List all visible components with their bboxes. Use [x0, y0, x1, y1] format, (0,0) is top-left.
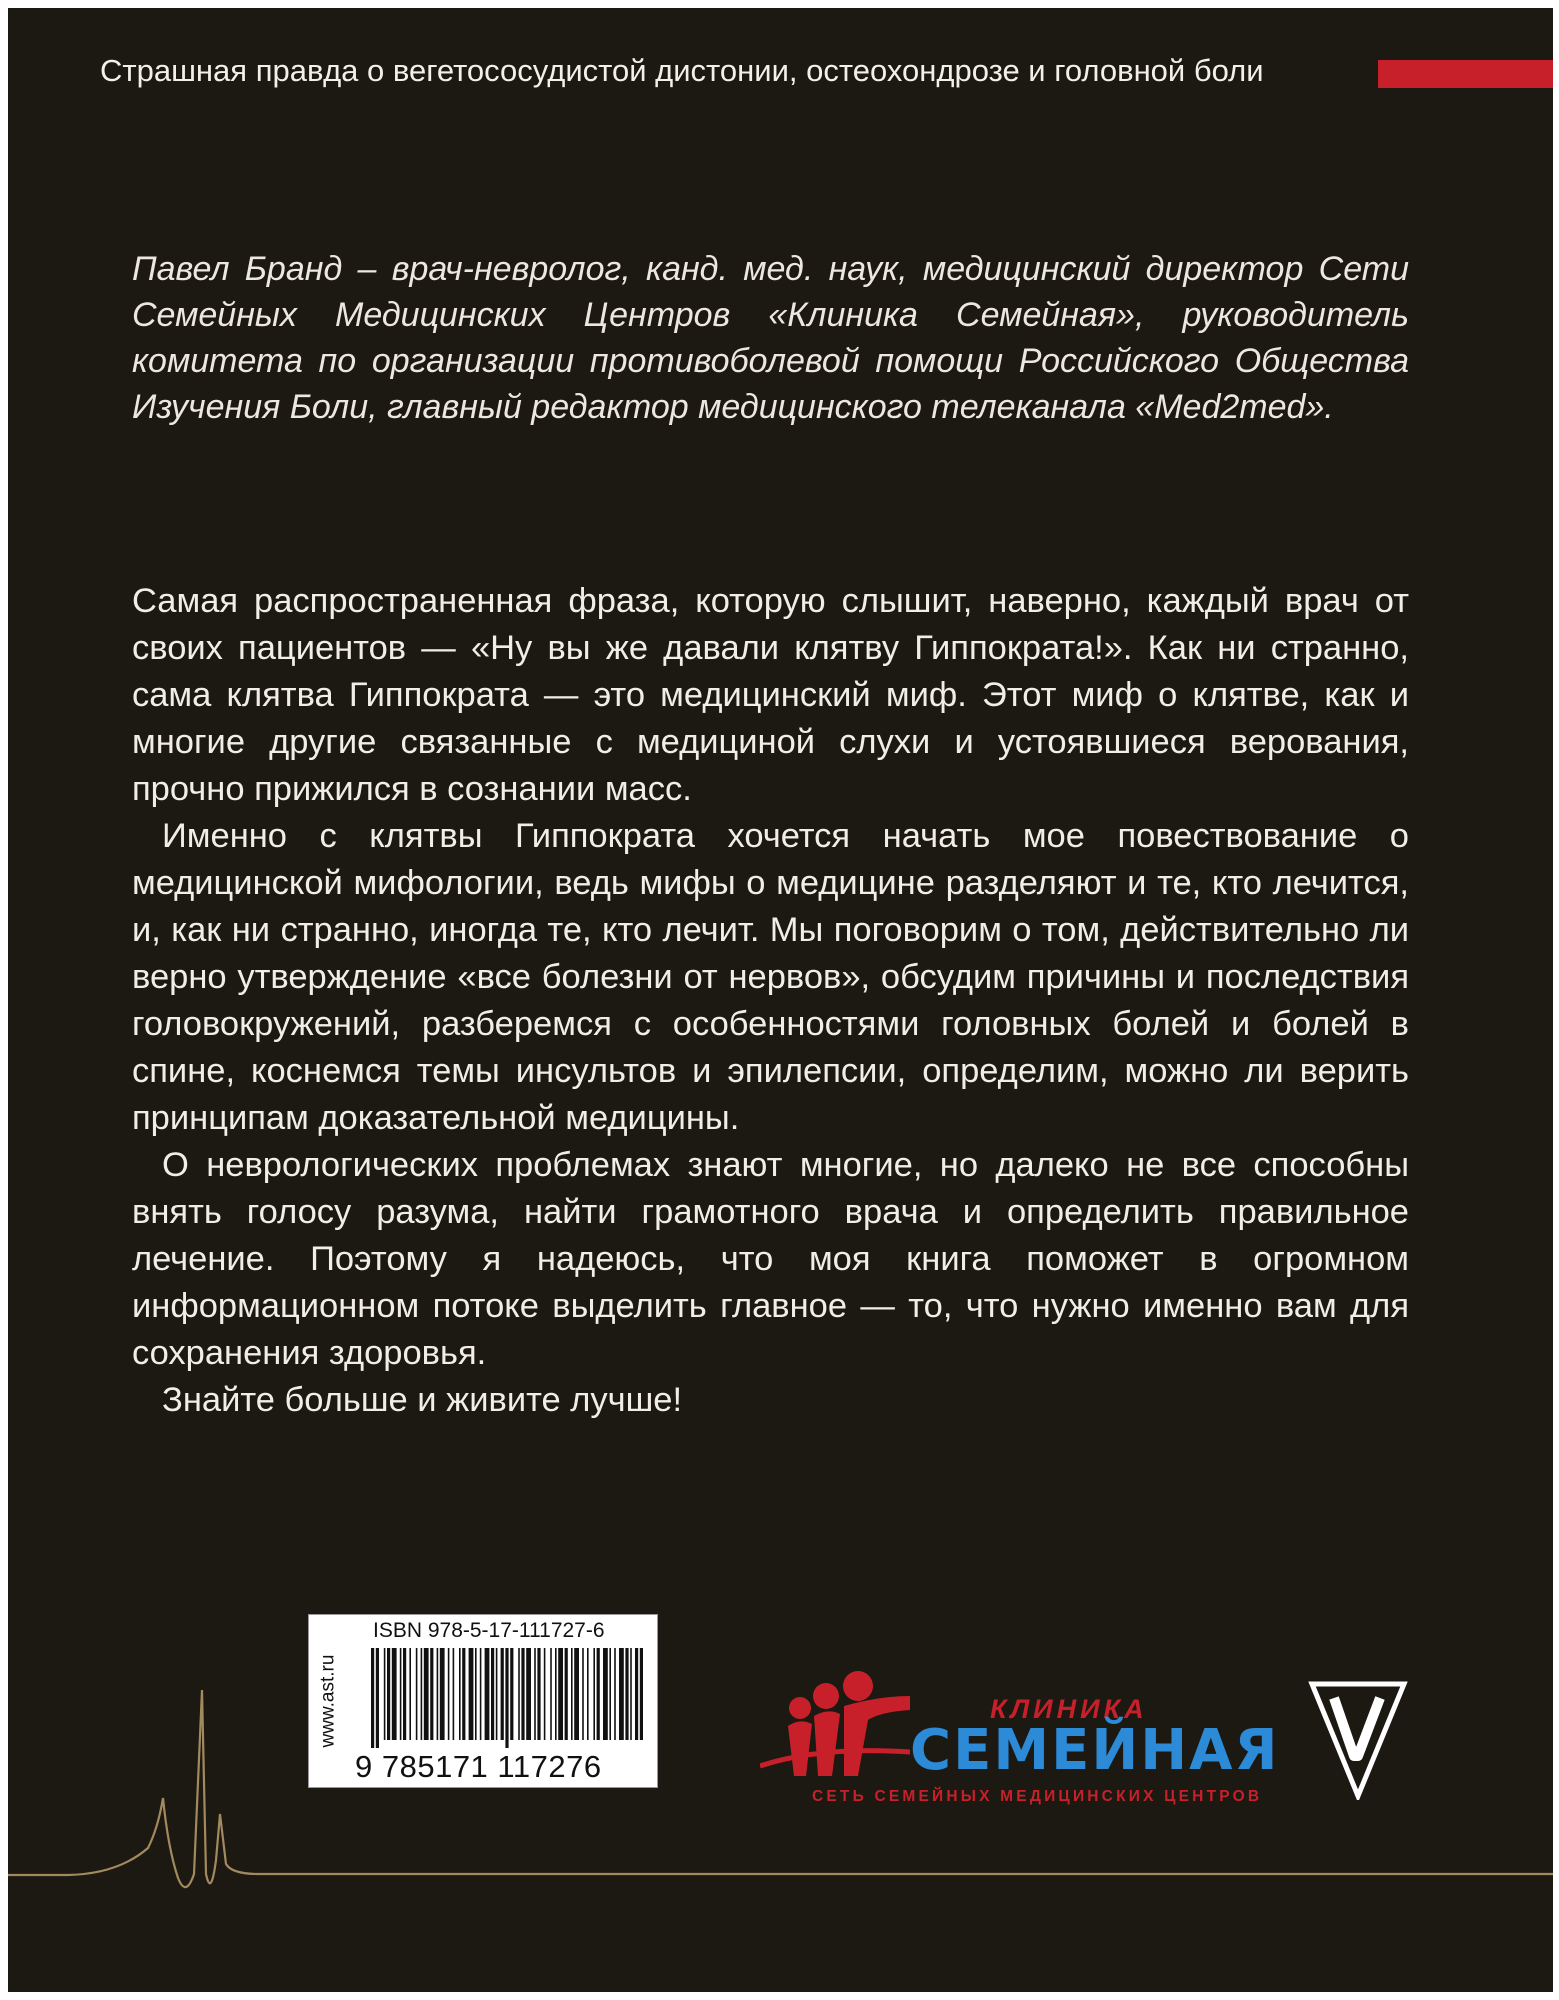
barcode — [369, 1648, 644, 1748]
annotation-paragraph-3: О неврологических проблемах знают многие, но далеко не все способны внять голосу разума, найти грамотного врача и определить правильное лечение. Поэтому я надеюсь, что моя книга поможет в огромном информационном потоке выделить главное — то, что нужно именно вам для сохранения здоровья. — [132, 1146, 1409, 1372]
publisher-website: www.ast.ru — [317, 1654, 339, 1748]
clinic-logo — [760, 1666, 1280, 1806]
family-figures-icon — [760, 1666, 910, 1796]
logo-line-clinic: КЛИНИКА — [990, 1694, 1148, 1724]
barcode-digits: 9 785171 117276 — [355, 1749, 602, 1784]
annotation-paragraph-2: Именно с клятвы Гиппократа хочется начать мое повествование о медицинской мифологии, ведь мифы о медицине разделяют и те, кто лечится, и, как ни странно, иногда те, кто лечит. Мы поговорим о том, действительно ли верно утверждение «все болезни от нервов», обсудим причины и последствия головокружений, разберемся с особенностями головных болей и болей в спине, коснемся темы инсультов и эпилепсии, определим, можно ли верить принципам доказательной медицины. — [132, 817, 1409, 1137]
annotation-paragraph-1: Самая распространенная фраза, которую слышит, наверно, каждый врач от своих пациентов — «Ну вы же давали клятву Гиппократа!». Как ни странно, сама клятва Гиппократа — это медицинский миф. Этот миф о клятве, как и многие другие связанные с медициной слухи и устоявшиеся верования, прочно прижился в сознании масс. — [132, 582, 1409, 808]
annotation-paragraph-4: Знайте больше и живите лучше! — [162, 1381, 683, 1419]
isbn-number: ISBN 978-5-17-111727-6 — [373, 1619, 605, 1642]
author-bio: Павел Бранд – врач-невролог, канд. мед. наук, медицинский директор Сети Семейных Медицинских Центров «Клиника Семейная», руководитель комитета по организации противоболевой помощи Российского Общества Изучения Боли, главный редактор медицинского телеканала «Med2med». — [132, 250, 1409, 426]
series-title: Страшная правда о вегетососудистой дистонии, остеохондрозе и головной боли — [100, 53, 1264, 88]
annotation-text — [132, 578, 1409, 1424]
logo-line-family: СЕМЕЙНАЯ — [910, 1718, 1280, 1783]
red-accent-bar — [1378, 60, 1553, 88]
isbn-barcode-block — [308, 1614, 658, 1788]
publisher-logo-icon — [1308, 1680, 1408, 1800]
book-back-cover — [8, 8, 1553, 1992]
logo-line-network: СЕТЬ СЕМЕЙНЫХ МЕДИЦИНСКИХ ЦЕНТРОВ — [812, 1788, 1263, 1805]
